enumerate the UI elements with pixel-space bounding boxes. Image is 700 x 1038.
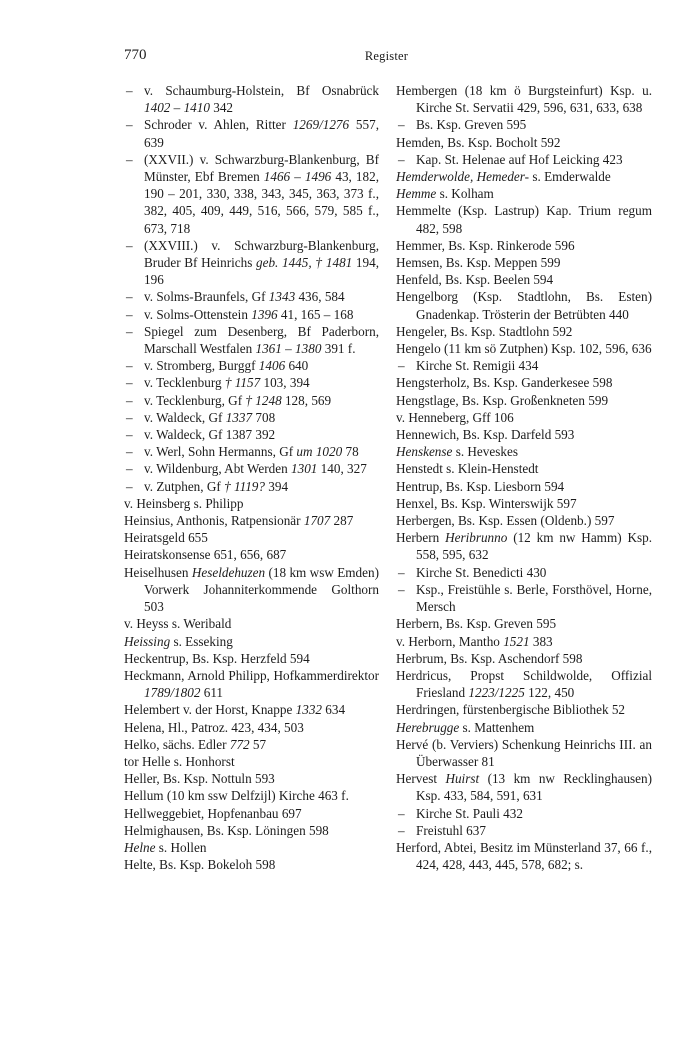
entry-text: Hervest [396, 771, 446, 787]
entry-text: 383 [529, 633, 553, 649]
index-subentry [396, 357, 652, 374]
entry-text: Hellweggebiet, Hopfenanbau 697 [124, 805, 302, 821]
entry-text: v. Herborn, Mantho [396, 633, 504, 649]
entry-text: Hengsterholz, Bs. Ksp. Ganderkesee 598 [396, 375, 613, 391]
entry-text: Hengstlage, Bs. Ksp. Großenkneten 599 [396, 392, 609, 408]
index-entry [124, 753, 379, 770]
index-entry [396, 495, 652, 512]
entry-text: Heiratsgeld 655 [124, 530, 208, 546]
entry-text: Hemsen, Bs. Ksp. Meppen 599 [396, 255, 561, 271]
entry-text: Hengelo (11 km sö Zutphen) Ksp. 102, 596, 636 [396, 341, 652, 357]
index-subentry [124, 357, 379, 374]
index-entry [124, 787, 379, 804]
entry-text: Herbern, Bs. Ksp. Greven 595 [396, 616, 557, 632]
italic-text: Hemderwolde, Hemeder- [396, 169, 530, 185]
entry-text: (13 km nw Recklinghausen) Ksp. 433, 584, 591, 631 [416, 771, 653, 804]
index-entry [124, 822, 379, 839]
entry-text: v. Waldeck, Gf [144, 409, 226, 425]
index-entry [396, 443, 652, 460]
index-subentry [124, 443, 379, 460]
index-entry [124, 495, 379, 512]
entry-text: Heller, Bs. Ksp. Nottuln 593 [124, 771, 275, 787]
index-entry [124, 564, 379, 616]
entry-text: 128, 569 [281, 392, 332, 408]
italic-text: 1402 – 1410 [144, 100, 210, 116]
entry-text: Hemmelte (Ksp. Lastrup) Kap. Trium regum 482, 598 [396, 203, 652, 236]
index-entry [124, 701, 379, 718]
index-entry [124, 615, 379, 632]
index-entry [396, 288, 652, 322]
entry-text: v. Solms-Ottenstein [144, 306, 252, 322]
index-entry [396, 271, 652, 288]
index-subentry [124, 306, 379, 323]
entry-text: v. Tecklenburg, Gf [144, 392, 246, 408]
entry-text: (12 km nw Hamm) Ksp. 558, 595, 632 [416, 530, 652, 563]
italic-text: Heissing [124, 633, 171, 649]
index-subentry [124, 409, 379, 426]
italic-text: 1406 [258, 358, 286, 374]
entry-text: v. Wildenburg, Abt Werden [144, 461, 291, 477]
entry-text: v. Stromberg, Burggf [144, 358, 259, 374]
index-entry [396, 529, 652, 563]
italic-text: Heribrunno [445, 530, 508, 546]
entry-text: Henstedt s. Klein-Henstedt [396, 461, 539, 477]
entry-text: 634 [322, 702, 346, 718]
italic-text: 1396 [251, 306, 278, 322]
entry-text: Helko, sächs. Edler [124, 736, 230, 752]
index-entry [124, 839, 379, 856]
italic-text: † 1119? [224, 478, 265, 494]
entry-text: 57 [249, 736, 267, 752]
entry-text: 194, 196 [144, 255, 380, 288]
entry-text: 394 [265, 478, 289, 494]
index-entry [396, 374, 652, 391]
entry-text: 43, 182, 190 – 201, 330, 338, 343, 345, 363, 373 f., 382, 405, 409, 449, 516, 566, 579, 585 f., 673, 718 [144, 169, 380, 236]
entry-text: Herdringen, fürstenbergische Bibliothek 52 [396, 702, 626, 718]
index-entry [396, 460, 652, 477]
entry-text: v. Tecklenburg [144, 375, 225, 391]
index-entry [396, 392, 652, 409]
entry-text: Hennewich, Bs. Ksp. Darfeld 593 [396, 427, 575, 443]
entry-text: Henfeld, Bs. Ksp. Beelen 594 [396, 272, 554, 288]
index-entry [396, 839, 652, 873]
entry-text: Hengeler, Bs. Ksp. Stadtlohn 592 [396, 323, 573, 339]
entry-text: Spiegel zum Desenberg, Bf Paderborn, Marschall Westfalen [144, 323, 379, 357]
page-number: 770 [124, 47, 147, 63]
entry-text: Bs. Ksp. Greven 595 [416, 117, 527, 133]
entry-text: 436, 584 [295, 289, 345, 305]
index-entry [396, 168, 652, 185]
entry-text: s. Hollen [155, 839, 207, 855]
index-column-left [124, 82, 379, 873]
index-entry [124, 546, 379, 563]
index-subentry [124, 460, 379, 477]
entry-text: Herbrum, Bs. Ksp. Aschendorf 598 [396, 650, 583, 666]
italic-text: 1361 – 1380 [255, 341, 322, 357]
entry-text: s. Mattenhem [459, 719, 535, 735]
index-entry [396, 254, 652, 271]
entry-text: Heiselhusen [124, 564, 192, 580]
entry-text: Kap. St. Helenae auf Hof Leicking 423 [416, 151, 623, 167]
italic-text: 772 [229, 736, 250, 752]
index-subentry [124, 237, 379, 289]
italic-text: Helne [124, 839, 156, 855]
entry-text: Ksp., Freistühle s. Berle, Forsthövel, Horne, Mersch [416, 581, 652, 615]
entry-text: Heckentrup, Bs. Ksp. Herzfeld 594 [124, 650, 310, 666]
italic-text: 1343 [268, 289, 296, 305]
entry-text: Heiratskonsense 651, 656, 687 [124, 547, 287, 563]
index-subentry [396, 116, 652, 133]
entry-text: v. Werl, Sohn Hermanns, Gf [144, 444, 297, 460]
index-entry [124, 667, 379, 701]
index-entry [124, 633, 379, 650]
entry-text: Hengelborg (Ksp. Stadtlohn, Bs. Esten) Gnadenkap. Trösterin der Betrübten 440 [396, 289, 652, 322]
index-entry [396, 409, 652, 426]
entry-text: Hellum (10 km ssw Delfzijl) Kirche 463 f. [124, 788, 349, 804]
entry-text: Herbergen, Bs. Ksp. Essen (Oldenb.) 597 [396, 513, 615, 529]
italic-text: 1301 [291, 461, 318, 477]
index-entry [396, 340, 652, 357]
entry-text: Kirche St. Pauli 432 [416, 805, 523, 821]
entry-text: 708 [252, 409, 276, 425]
entry-text: Herdricus, Propst Schildwolde, Offizial Friesland [396, 667, 652, 701]
entry-text: 342 [209, 100, 234, 116]
entry-text: 287 [330, 513, 354, 529]
index-subentry [124, 426, 379, 443]
index-entry [124, 719, 379, 736]
entry-text: Helmighausen, Bs. Ksp. Löningen 598 [124, 822, 329, 838]
index-entry [124, 512, 379, 529]
entry-text: 640 [285, 358, 309, 374]
italic-text: Huirst [445, 771, 480, 787]
entry-text: Hentrup, Bs. Ksp. Liesborn 594 [396, 478, 565, 494]
index-entry [124, 650, 379, 667]
index-subentry [396, 822, 652, 839]
entry-text: (XXVIII.) v. Schwarzburg-Blankenburg, Bruder Bf Heinrichs [144, 237, 379, 271]
entry-text: 557, 639 [144, 117, 380, 150]
running-head: Register [364, 49, 409, 63]
index-entry [396, 237, 652, 254]
entry-text: tor Helle s. Honhorst [124, 753, 235, 769]
italic-text: geb. 1445, † 1481 [256, 255, 353, 271]
entry-text: Hervé (b. Verviers) Schenkung Heinrichs III. an Überwasser 81 [396, 736, 652, 769]
entry-text: v. Henneberg, Gff 106 [396, 409, 514, 425]
entry-text: s. Heveskes [452, 444, 518, 460]
index-subentry [124, 116, 379, 150]
entry-text: v. Solms-Braunfels, Gf [144, 289, 269, 305]
italic-text: 1521 [503, 633, 530, 649]
index-subentry [124, 478, 379, 495]
entry-text: s. Kolham [436, 186, 494, 202]
entry-text: Helembert v. der Horst, Knappe [124, 702, 296, 718]
entry-text: v. Heinsberg s. Philipp [124, 495, 244, 511]
italic-text: 1466 – 1496 [263, 169, 332, 185]
index-entry [396, 202, 652, 236]
index-subentry [124, 288, 379, 305]
entry-text: Herford, Abtei, Besitz im Münsterland 37, 66 f., 424, 428, 443, 445, 578, 682; s. [396, 839, 652, 873]
entry-text: (XXVII.) v. Schwarzburg-Blankenburg, Bf Münster, Ebf Bremen [144, 151, 379, 185]
index-entry [396, 736, 652, 770]
italic-text: 1789/1802 [144, 685, 201, 701]
italic-text: 1337 [225, 409, 253, 425]
entry-text: Freistuhl 637 [416, 822, 486, 838]
index-entry [396, 719, 652, 736]
index-subentry [124, 374, 379, 391]
entry-text: 140, 327 [317, 461, 367, 477]
italic-text: 1707 [303, 513, 331, 529]
italic-text: 1269/1276 [292, 117, 350, 133]
italic-text: Heseldehuzen [191, 564, 266, 580]
index-entry [396, 512, 652, 529]
italic-text: † 1157 [224, 375, 261, 391]
index-subentry [396, 805, 652, 822]
entry-text: v. Heyss s. Weribald [124, 616, 232, 632]
italic-text: Henskense [396, 444, 453, 460]
entry-text: v. Zutphen, Gf [144, 478, 225, 494]
index-entry [396, 633, 652, 650]
index-subentry [396, 564, 652, 581]
index-entry [124, 770, 379, 787]
entry-text: Heinsius, Anthonis, Ratpensionär [124, 513, 304, 529]
entry-text: Schroder v. Ahlen, Ritter [144, 117, 293, 133]
italic-text: Herebrugge [396, 719, 460, 735]
index-entry [396, 701, 652, 718]
index-subentry [124, 323, 379, 357]
entry-text: Kirche St. Remigii 434 [416, 358, 539, 374]
entry-text: Hemden, Bs. Ksp. Bocholt 592 [396, 134, 561, 150]
entry-text: v. Schaumburg-Holstein, Bf Osnabrück [144, 83, 379, 98]
index-subentry [396, 581, 652, 615]
index-entry [396, 615, 652, 632]
entry-text: Henxel, Bs. Ksp. Winterswijk 597 [396, 495, 577, 511]
index-subentry [124, 82, 379, 116]
entry-text: Herbern [396, 530, 446, 546]
index-entry [124, 805, 379, 822]
italic-text: Hemme [396, 186, 437, 202]
index-entry [396, 650, 652, 667]
entry-text: 611 [200, 685, 224, 701]
index-entry [396, 323, 652, 340]
italic-text: 1332 [295, 702, 322, 718]
index-subentry [124, 151, 379, 237]
entry-text: Helena, Hl., Patroz. 423, 434, 503 [124, 719, 304, 735]
entry-text: Kirche St. Benedicti 430 [416, 564, 547, 580]
entry-text: Heckmann, Arnold Philipp, Hofkammerdirektor [124, 667, 379, 683]
index-entry [396, 770, 652, 804]
entry-text: v. Waldeck, Gf 1387 392 [144, 427, 276, 443]
entry-text: Hembergen (18 km ö Burgsteinfurt) Ksp. u. Kirche St. Servatii 429, 596, 631, 633, 638 [396, 83, 652, 116]
entry-text: s. Emderwalde [529, 169, 611, 185]
index-entry [396, 134, 652, 151]
index-entry [124, 529, 379, 546]
index-entry [124, 736, 379, 753]
index-entry [396, 426, 652, 443]
italic-text: 1223/1225 [468, 685, 525, 701]
entry-text: Helte, Bs. Ksp. Bokeloh 598 [124, 857, 276, 873]
italic-text: um 1020 [296, 444, 343, 460]
entry-text: Hemmer, Bs. Ksp. Rinkerode 596 [396, 237, 575, 253]
entry-text: 391 f. [321, 341, 356, 357]
index-entry [396, 185, 652, 202]
entry-text: 41, 165 – 168 [277, 306, 354, 322]
italic-text: † 1248 [245, 392, 282, 408]
entry-text: 122, 450 [524, 685, 575, 701]
index-entry [396, 82, 652, 116]
entry-text: (18 km wsw Emden) Vorwerk Johanniterkommende Golthorn 503 [144, 564, 379, 615]
entry-text: s. Esseking [170, 633, 233, 649]
entry-text: 103, 394 [260, 375, 310, 391]
index-entry [396, 478, 652, 495]
index-subentry [396, 151, 652, 168]
index-entry [124, 856, 379, 873]
index-entry [396, 667, 652, 701]
index-subentry [124, 392, 379, 409]
index-column-right [396, 82, 652, 873]
entry-text: 78 [342, 444, 359, 460]
page-header [124, 47, 649, 67]
